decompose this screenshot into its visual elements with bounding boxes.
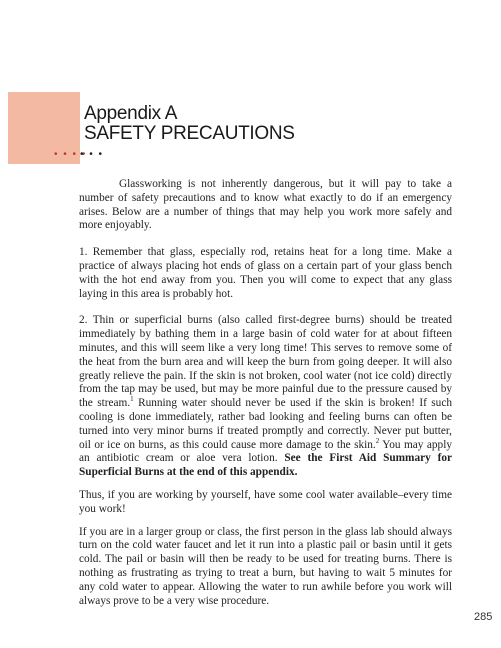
paragraph-4: If you are in a larger group or class, the first person in the glass lab should always turn on the cold water faucet and let it run into a plastic pail or basin until it gets cold. The pail or basin will then be ready to be used for treating burns. There is nothing as frustrating as trying to treat a burn, but having to wait 5 minutes for any cold water to appear. Allowing the water to run awhile before you work will always prove to be a very wise procedure.: [79, 525, 452, 607]
dots-accent-decoration: • • • •: [54, 149, 87, 160]
paragraph-2: [79, 314, 452, 480]
page-heading: [84, 104, 295, 144]
paragraph-2-part-c: You may apply an antibiotic cream or aloe vera lotion.: [79, 438, 452, 465]
body-text: [79, 178, 452, 621]
first-aid-reference: See the First Aid Summary for Superficial Burns at the end of this appendix.: [79, 452, 453, 479]
appendix-label: Appendix A: [84, 103, 178, 124]
page-title: SAFETY PRECAUTIONS: [84, 123, 295, 145]
paragraph-3: Thus, if you are working by yourself, have some cool water available–every time you work!: [79, 488, 452, 515]
paragraph-2-part-a: 2. Thin or superficial burns (also called first-degree burns) should be treated immediately by bathing them in a large basin of cold water for at about fifteen minutes, and this will seem like a very long time! This serves to remove some of the heat from the burn area and will keep the burn from going deeper. It will also greatly relieve the pain. If the skin is not broken, cool water (not ice cold) directly from the tap may be used, but may be more painful due to the pressure caused by the stream.: [79, 314, 452, 410]
footnote-ref-1: 1: [130, 395, 134, 404]
page-number: 285: [474, 611, 493, 623]
dots-dark-decoration: • • •: [80, 149, 104, 160]
footnote-ref-2: 2: [375, 436, 380, 445]
paragraph-2-part-b: Running water should never be used if the skin is broken! If such cooling is done immediately, rather bad looking and feeling burns can often be turned into very minor burns if treated promptly and correctly. Never put butter, oil or ice on burns, as this could cause more damage to the skin.: [79, 397, 452, 451]
intro-paragraph: Glassworking is not inherently dangerous, but it will pay to take a number of safety precautions and to know what exactly to do if an emergency arises. Below are a number of things that may help you work more safely and more enjoyably.: [79, 178, 452, 232]
paragraph-1: 1. Remember that glass, especially rod, retains heat for a long time. Make a practice of always placing hot ends of glass on a certain part of your glass bench with the hot end away from you. Then you will come to expect that any glass laying in this area is probably hot.: [79, 246, 452, 300]
